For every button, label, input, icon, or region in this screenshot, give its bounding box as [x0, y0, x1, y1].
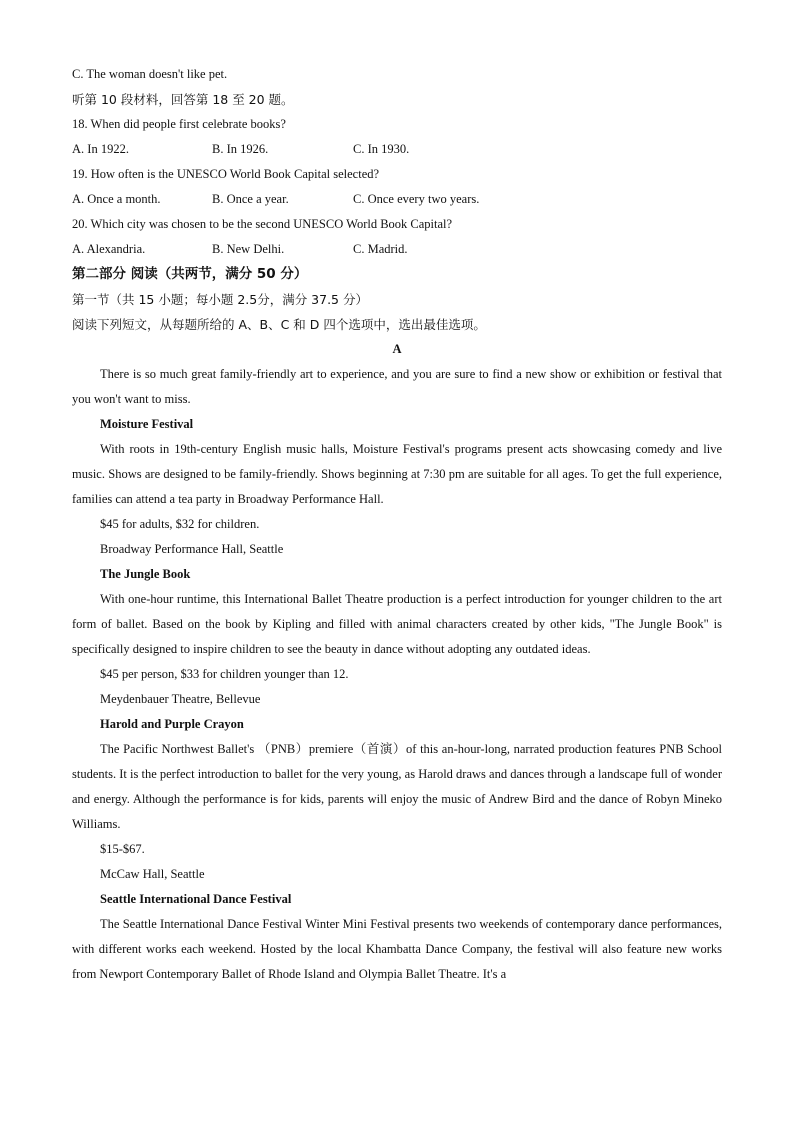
event-description: With roots in 19th-century English music halls, Moisture Festival's programs present acts showcasing comedy and live music. Shows are designed to be family-friendly. Shows beginning at 7:30 pm are suitable for all ages. To get the full experience, families can attend a tea party in Broadway Performance Hall.	[72, 442, 722, 506]
q17-option-c: C. The woman doesn't like pet.	[72, 67, 228, 81]
question-20	[72, 212, 722, 262]
event-title: Moisture Festival	[100, 417, 194, 431]
question-stem: 18. When did people first celebrate books?	[72, 117, 286, 131]
question-stem: 20. Which city was chosen to be the second UNESCO World Book Capital?	[72, 217, 453, 231]
event-title: Harold and Purple Crayon	[100, 717, 244, 731]
option-c: C. Madrid.	[353, 242, 408, 256]
event-moisture-festival	[72, 412, 722, 562]
material-10-instruction: 听第 10 段材料，回答第 18 至 20 题。	[72, 92, 294, 107]
passage-label: A	[392, 342, 402, 356]
question-options	[72, 137, 722, 162]
event-description: The Seattle International Dance Festival Winter Mini Festival presents two weekends of contemporary dance performances, with different works each weekend. Hosted by the local Khambatta Dance Company, the festival will also feature new works from Newport Contemporary Ballet of Rhode Island and Olympia Ballet Theatre. It's a	[72, 917, 722, 981]
option-a: A. Alexandria.	[72, 242, 146, 256]
event-jungle-book	[72, 562, 722, 712]
event-description: The Pacific Northwest Ballet's （PNB）premiere（首演）of this an-hour-long, narrated production features PNB School students. It is the perfect introduction to ballet for the very young, as Harold draws and dances through a landscape full of wonder and energy. Although the performance is for kids, parents will enjoy the music of Andrew Bird and the dance of Robyn Mineko Williams.	[72, 742, 722, 831]
passage-intro: There is so much great family-friendly art to experience, and you are sure to find a new show or exhibition or festival that you won't want to miss.	[72, 367, 722, 406]
part-two-title: 第二部分 阅读（共两节，满分 50 分）	[72, 266, 308, 282]
event-price: $45 for adults, $32 for children.	[100, 517, 260, 531]
event-description: With one-hour runtime, this International Ballet Theatre production is a perfect introduction for younger children to the art form of ballet. Based on the book by Kipling and filled with animal characters created by other kids, "The Jungle Book" is specifically designed to inspire children to see the beauty in dance without adopting any outdated ideas.	[72, 592, 722, 656]
event-venue: Broadway Performance Hall, Seattle	[100, 542, 284, 556]
option-c: C. Once every two years.	[353, 192, 480, 206]
question-options	[72, 237, 722, 262]
option-b: B. In 1926.	[212, 142, 269, 156]
option-a: A. In 1922.	[72, 142, 129, 156]
exam-page	[72, 62, 722, 987]
section-one-heading: 第一节（共 15 小题；每小题 2.5分，满分 37.5 分）	[72, 292, 368, 307]
event-harold-purple-crayon	[72, 712, 722, 887]
option-b: B. New Delhi.	[212, 242, 285, 256]
question-18	[72, 112, 722, 162]
question-stem: 19. How often is the UNESCO World Book Capital selected?	[72, 167, 380, 181]
question-options	[72, 187, 722, 212]
reading-instruction: 阅读下列短文，从每题所给的 A、B、C 和 D 四个选项中，选出最佳选项。	[72, 317, 486, 332]
event-venue: Meydenbauer Theatre, Bellevue	[100, 692, 261, 706]
event-title: Seattle International Dance Festival	[100, 892, 292, 906]
option-c: C. In 1930.	[353, 142, 410, 156]
question-19	[72, 162, 722, 212]
event-venue: McCaw Hall, Seattle	[100, 867, 205, 881]
event-seattle-dance-festival	[72, 887, 722, 987]
event-title: The Jungle Book	[100, 567, 191, 581]
event-price: $45 per person, $33 for children younger than 12.	[100, 667, 349, 681]
event-price: $15-$67.	[100, 842, 145, 856]
option-a: A. Once a month.	[72, 192, 161, 206]
option-b: B. Once a year.	[212, 192, 289, 206]
